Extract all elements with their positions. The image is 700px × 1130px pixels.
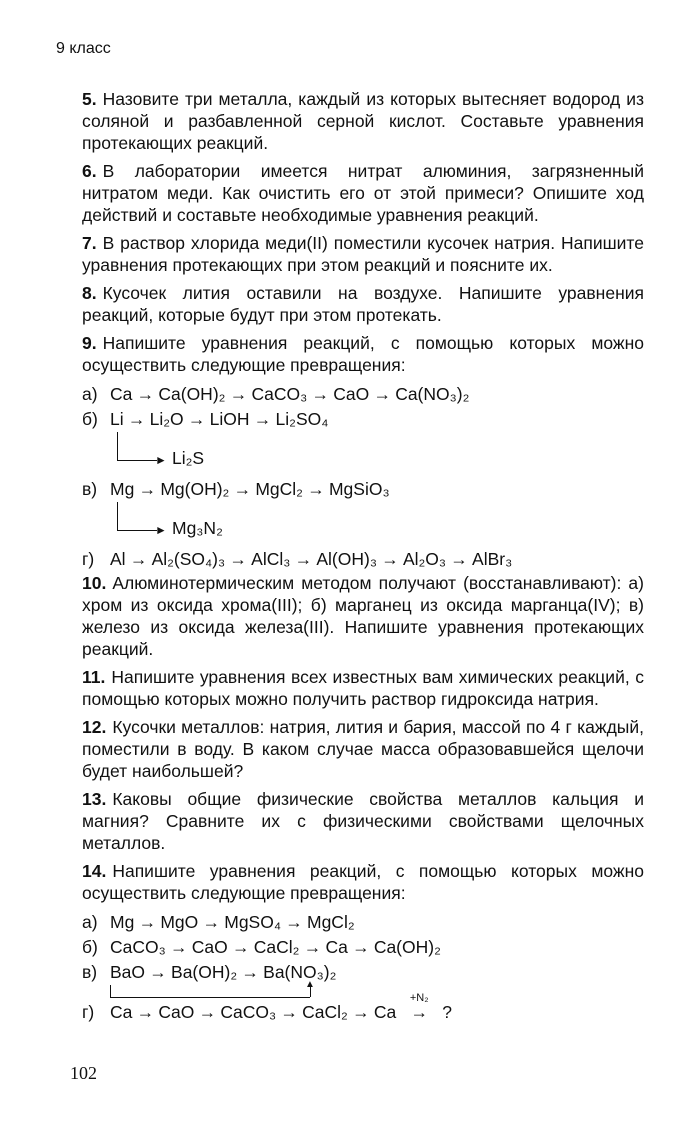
task-text: Каковы общие физические свойства металлов кальция и магния? Сравните их с физическими свойствами щелочных металлов.	[82, 789, 644, 853]
task-text: Напишите уравнения реакций, с помощью которых можно осуществить следующие превращения:	[82, 333, 644, 375]
chain-end: ?	[442, 1002, 452, 1022]
arrow-icon: →	[373, 384, 391, 404]
task-text: В лаборатории имеется нитрат алюминия, загрязненный нитратом меди. Как очистить его от этой примеси? Опишите ход действий и составьте необходимые уравнения реакций.	[82, 161, 644, 225]
arrow-icon: →	[202, 912, 220, 932]
formula: AlBr₃	[472, 549, 513, 569]
arrow-icon: →	[450, 549, 468, 569]
arrow-icon: →	[138, 479, 157, 499]
conditional-arrow	[396, 992, 442, 1024]
formula: MgSiO₃	[328, 479, 390, 499]
formula: Al	[110, 549, 126, 569]
formula: Al₂(SO₄)₃	[151, 549, 226, 569]
arrow-icon: →	[241, 962, 259, 982]
task-9-chains	[82, 382, 644, 571]
task-item	[82, 160, 644, 226]
formula: CaCl₂	[253, 937, 300, 957]
task-text: Назовите три металла, каждый из которых вытесняет водород из соляной и разбавленной серной кислот. Составьте уравнения протекающих реакций.	[82, 89, 644, 153]
arrow-icon: →	[280, 1002, 298, 1022]
task-item	[82, 232, 644, 276]
arrow-icon: →	[303, 937, 322, 957]
formula: MgCl₂	[307, 912, 355, 932]
arrowhead-up-icon: ▲	[305, 979, 315, 990]
arrow-icon: →	[170, 937, 188, 957]
formula: CaCO₃	[220, 1002, 277, 1022]
chain-label: в)	[82, 962, 98, 982]
arrow-icon: →	[187, 409, 206, 429]
chain-row	[82, 382, 644, 406]
chain-label: г)	[82, 549, 95, 569]
arrow-icon: →	[198, 1002, 217, 1022]
chain-row	[82, 547, 644, 571]
chain-row	[82, 910, 644, 934]
arrow-icon: →	[149, 962, 167, 982]
formula: CaO	[333, 384, 370, 404]
formula: Mg	[110, 479, 135, 499]
task-text: Напишите уравнения реакций, с помощью которых можно осуществить следующие превращения:	[82, 861, 644, 903]
page-header: 9 класс	[56, 40, 111, 57]
chain-label: а)	[82, 384, 98, 404]
task-14-chains	[82, 910, 644, 1024]
formula: MgO	[160, 912, 199, 932]
formula: CaO	[191, 937, 228, 957]
formula: CaCO₃	[110, 937, 166, 957]
task-text: Алюминотермическим методом получают (восстанавливают): а) хром из оксида хрома(III); б) марганец из оксида марганца(IV); в) железо из оксида железа(III). Напишите уравнения протекающих реакций.	[82, 573, 644, 659]
task-text: Напишите уравнения всех известных вам химических реакций, с помощью которых можно получить раствор гидроксида натрия.	[82, 667, 644, 709]
formula: BaO	[110, 962, 146, 982]
formula: Ca	[110, 1002, 133, 1022]
formula: MgSO₄	[224, 912, 281, 932]
page-number: 102	[70, 1063, 97, 1083]
formula: Ca(OH)₂	[158, 384, 226, 404]
task-number: 5.	[82, 89, 97, 109]
formula: Al₂O₃	[402, 549, 447, 569]
formula: Mg	[110, 912, 135, 932]
formula: CaO	[158, 1002, 195, 1022]
formula: Ca	[373, 1002, 397, 1022]
arrow-icon: →	[136, 1002, 155, 1022]
formula: Li	[110, 409, 124, 429]
task-number: 8.	[82, 283, 97, 303]
arrow-icon: →	[352, 1002, 370, 1022]
task-text: В раствор хлорида меди(II) поместили кусочек натрия. Напишите уравнения протекающих при этом реакций и поясните их.	[82, 233, 644, 275]
arrow-icon: →	[285, 912, 303, 932]
formula: Ca	[110, 384, 133, 404]
arrow-icon: →	[229, 384, 248, 404]
task-item	[82, 716, 644, 782]
task-number: 7.	[82, 233, 97, 253]
arrow-icon: →	[253, 409, 272, 429]
formula: LiOH	[209, 409, 250, 429]
task-number: 11.	[82, 667, 106, 687]
task-item	[82, 282, 644, 326]
formula: MgCl₂	[255, 479, 303, 499]
chain-row	[82, 960, 644, 984]
chain-label: а)	[82, 912, 98, 932]
task-item	[82, 88, 644, 154]
tasks-group-a	[82, 88, 644, 376]
task-item	[82, 332, 644, 376]
formula: Mg(OH)₂	[160, 479, 230, 499]
chain-label: б)	[82, 937, 98, 957]
task-number: 13.	[82, 789, 107, 809]
arrow-icon: →	[233, 479, 252, 499]
formula: Ba(NO₃)₂	[263, 962, 337, 982]
chain-row	[82, 407, 644, 431]
arrow-icon: →	[352, 937, 370, 957]
branch-arrow	[117, 432, 644, 476]
arrow-icon: →	[311, 384, 329, 404]
chain-row	[82, 992, 644, 1024]
task-number: 9.	[82, 333, 97, 353]
arrow-icon: →	[381, 549, 399, 569]
task-item	[82, 666, 644, 710]
arrow-icon: →	[294, 549, 313, 569]
arrow-icon: →	[307, 479, 325, 499]
chain-label: в)	[82, 479, 98, 499]
chain-row	[82, 477, 644, 501]
arrow-icon: →	[127, 409, 146, 429]
arrow-icon: →	[229, 549, 247, 569]
tasks-group-b	[82, 572, 644, 904]
task-text: Кусочек лития оставили на воздухе. Напишите уравнения реакций, которые будут при этом протекать.	[82, 283, 644, 325]
chain-row	[82, 935, 644, 959]
task-number: 6.	[82, 161, 97, 181]
formula: CaCO₃	[251, 384, 308, 404]
chain-label: г)	[82, 1002, 95, 1022]
formula: Li₂O	[149, 409, 184, 429]
return-arrow	[110, 979, 644, 999]
formula: Ca(OH)₂	[373, 937, 441, 957]
branch-arrow	[117, 502, 644, 546]
task-item	[82, 860, 644, 904]
task-number: 12.	[82, 717, 107, 737]
formula: Ca	[325, 937, 348, 957]
branch-product: Mg₃N₂	[172, 518, 223, 538]
task-number: 14.	[82, 861, 107, 881]
branch-product: Li₂S	[172, 448, 205, 468]
chain-label: б)	[82, 409, 98, 429]
arrowhead-icon: ►	[155, 453, 167, 467]
formula: Al(OH)₃	[316, 549, 377, 569]
task-number: 10.	[82, 573, 107, 593]
arrow-icon: →	[136, 384, 155, 404]
task-item	[82, 788, 644, 854]
page-content	[82, 88, 644, 1025]
arrow-icon: →	[231, 937, 250, 957]
formula: Ca(NO₃)₂	[395, 384, 470, 404]
formula: Ba(OH)₂	[171, 962, 238, 982]
task-item	[82, 572, 644, 660]
formula: Li₂SO₄	[275, 409, 329, 429]
arrow-condition: +N₂	[409, 992, 429, 1004]
arrowhead-icon: ►	[155, 523, 167, 537]
formula: AlCl₃	[251, 549, 291, 569]
arrow-icon: →	[410, 1002, 428, 1022]
task-text: Кусочки металлов: натрия, лития и бария, массой по 4 г каждый, поместили в воду. В каком случае масса образовавшейся щелочи будет наибольшей?	[82, 717, 644, 781]
arrow-icon: →	[129, 549, 148, 569]
formula: CaCl₂	[302, 1002, 348, 1022]
arrow-icon: →	[138, 912, 157, 932]
